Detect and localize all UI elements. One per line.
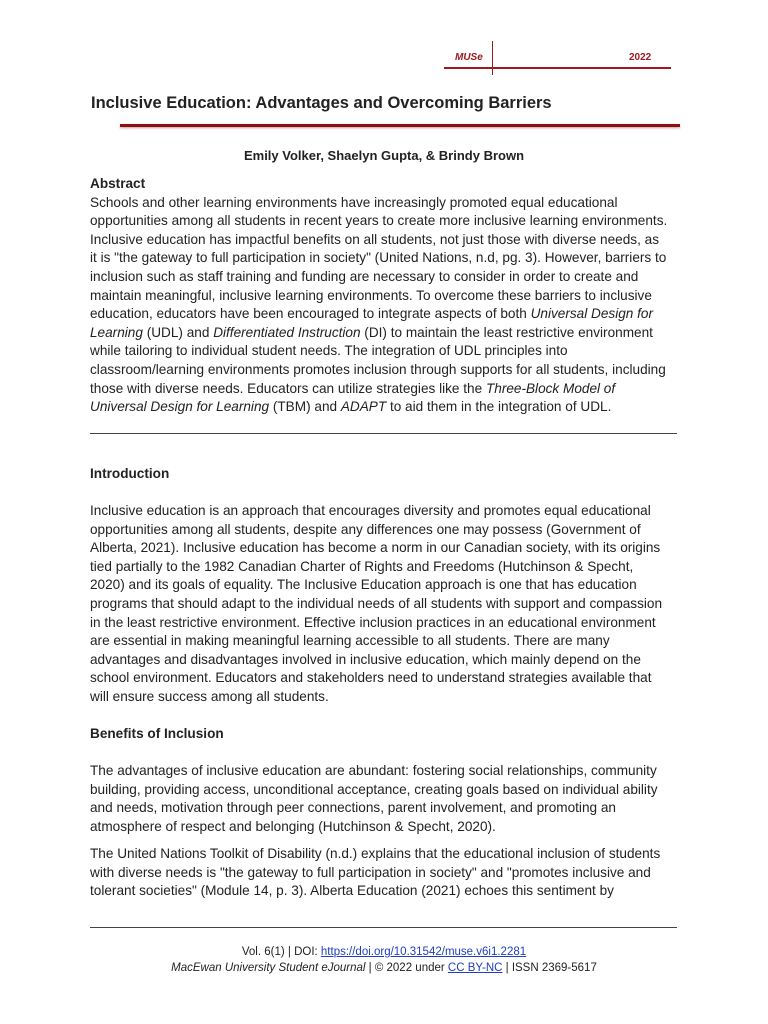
footer-journal-line [0,962,768,974]
abstract-line: maintain meaningful, inclusive learning environments. To overcome these barriers to inclusive [90,287,652,303]
paragraph-line: opportunities among all students, despite any differences one may possess (Government of [90,521,641,537]
abstract-line [90,305,690,324]
abstract-term: Learning [90,324,143,340]
abstract-term: Differentiated Instruction [213,324,361,340]
paragraph-line: school environment. Educators and stakeholders need to understand strategies available that [90,670,652,686]
header-divider [492,41,493,75]
abstract-separator [90,433,677,434]
title-rule [120,124,680,127]
paragraph-line: and needs, motivation through peer connections, parent involvement, and promoting an [90,800,616,816]
paragraph-line: 2020) and its goals of equality. The Inclusive Education approach is one that has education [90,577,637,593]
abstract-term: Universal Design for [530,306,653,322]
introduction-heading: Introduction [90,466,170,481]
copyright-text: | © 2022 under [365,962,448,974]
abstract-line: Schools and other learning environments have increasingly promoted equal educational [90,194,618,210]
paragraph-line: in the least restrictive environment. Effective inclusion practices in an educational environment [90,614,656,630]
journal-full-name: MacEwan University Student eJournal [171,962,366,974]
abstract-text: (DI) to maintain the least restrictive environment [360,324,653,340]
paragraph-line: The advantages of inclusive education are abundant: fostering social relationships, community [90,763,657,778]
abstract-line: opportunities among all students in recent years to create more inclusive learning environments. [90,213,668,229]
footer-volume-line [0,946,768,958]
doi-link[interactable]: https://doi.org/10.31542/muse.v6i1.2281 [320,946,527,958]
issn-text: | ISSN 2369-5617 [502,962,597,974]
abstract-term: Universal Design for Learning [90,399,270,415]
authors: Emily Volker, Shaelyn Gupta, & Brindy Brown [243,148,525,163]
abstract-line [90,398,690,417]
abstract-text: those with diverse needs. Educators can utilize strategies like the [90,380,486,396]
abstract-text: education, educators have been encouraged to integrate aspects of both [90,306,531,322]
abstract-line: it is "the gateway to full participation in society" (United Nations, n.d, pg. 3). However, barriers to [90,250,667,266]
abstract-line [90,324,690,343]
paragraph-line: Alberta, 2021). Inclusive education has become a norm in our Canadian society, with its origins [90,540,661,556]
paragraph-line: Inclusive education is an approach that encourages diversity and promotes equal educational [90,503,651,518]
paragraph-line: with diverse needs is "the gateway to full participation in society" and "promotes inclusive and [90,864,651,880]
paragraph-line: tolerant societies" (Module 14, p. 3). Alberta Education (2021) echoes this sentiment by [90,883,614,899]
paragraph-line: building, providing access, unconditional acceptance, creating goals based on individual ability [90,781,658,797]
header-rule [444,67,671,69]
paragraph-line: The United Nations Toolkit of Disability (n.d.) explains that the educational inclusion of students [90,846,661,861]
abstract-text: (TBM) and [269,399,341,415]
journal-name: MUSe [455,52,483,63]
introduction-paragraph [90,502,690,707]
publication-year: 2022 [629,52,652,63]
abstract-term: ADAPT [340,399,387,415]
benefits-paragraph-1 [90,762,690,836]
paragraph-line: advantages and disadvantages involved in inclusive education, which mainly depend on the [90,651,641,667]
abstract-text: (UDL) and [142,324,214,340]
abstract-line: Inclusive education has impactful benefits on all students, not just those with diverse needs, as [90,231,659,247]
abstract-line: inclusion such as staff training and funding are necessary to consider in order to create and [90,268,639,284]
abstract-term: Three-Block Model of [485,380,616,396]
abstract-line [90,380,690,399]
paragraph-line: tied partially to the 1982 Canadian Charter of Rights and Freedoms (Hutchinson & Specht, [90,558,634,574]
license-link[interactable]: CC BY-NC [447,962,503,974]
paper-title: Inclusive Education: Advantages and Overcoming Barriers [91,94,552,112]
paragraph-line: will ensure success among all students. [90,688,329,704]
footer-separator [90,927,677,928]
paragraph-line: atmosphere of respect and belonging (Hutchinson & Specht, 2020). [90,818,496,834]
abstract-heading: Abstract [90,176,146,191]
paragraph-line: are essential in making meaningful learning accessible to all students. There are many [90,633,610,649]
abstract-line: classroom/learning environments promotes inclusion through supports for all students, including [90,361,666,377]
benefits-heading: Benefits of Inclusion [90,726,224,741]
abstract-line: while tailoring to individual student needs. The integration of UDL principles into [90,343,568,359]
paragraph-line: programs that should adapt to the individual needs of all students with support and compassion [90,595,663,611]
benefits-paragraph-2 [90,845,690,901]
abstract-text: to aid them in the integration of UDL. [386,399,612,415]
volume-text: Vol. 6(1) | DOI: [241,946,321,958]
abstract-section [90,175,690,417]
